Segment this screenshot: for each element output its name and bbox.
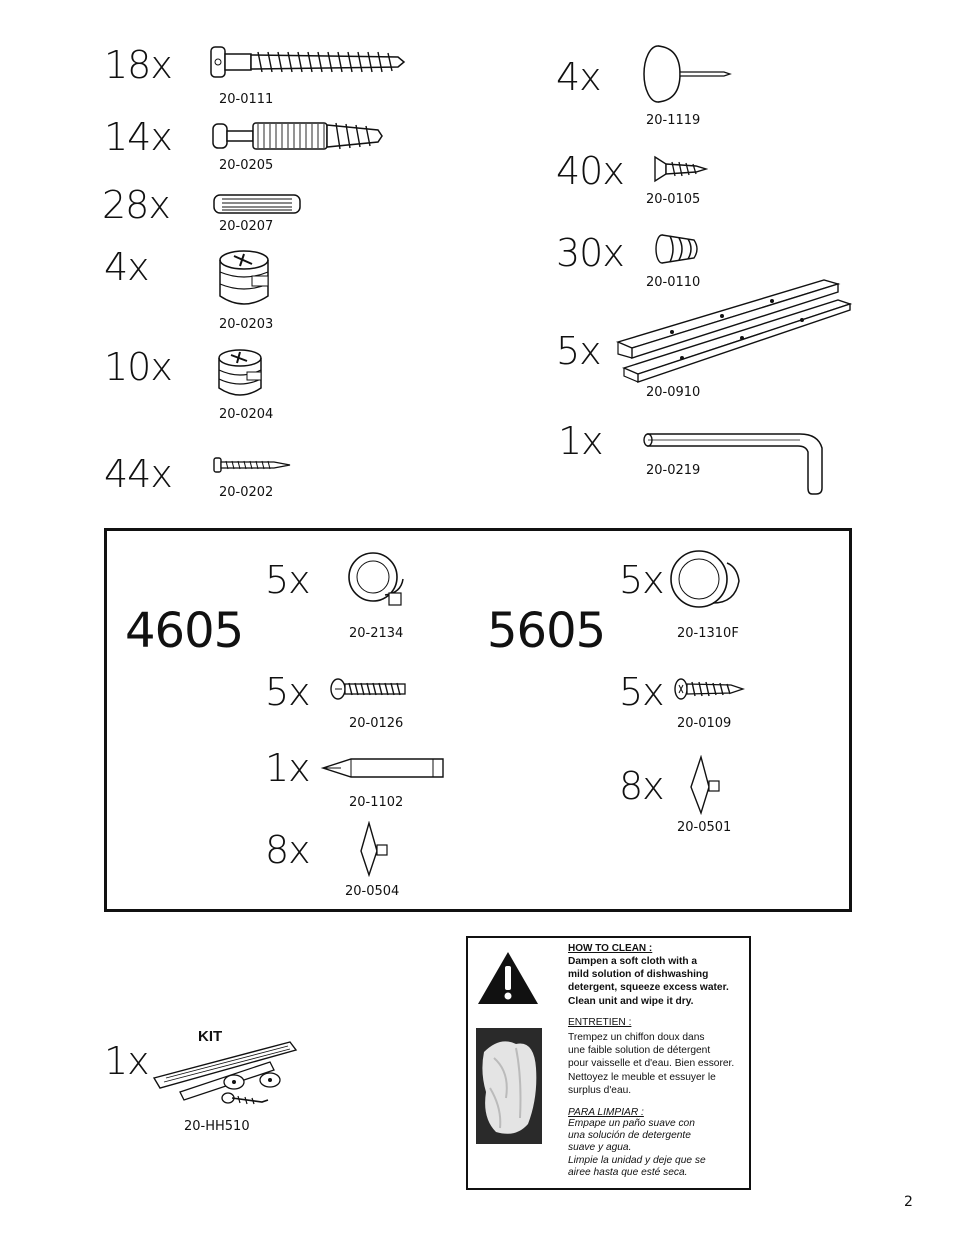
qty-20-0109: 5x — [619, 670, 664, 714]
code-20-0204: 20-0204 — [219, 407, 274, 422]
qty-20-2134: 5x — [265, 558, 310, 602]
qty-20-0205: 14x — [104, 115, 172, 159]
wall-anchor-icon — [654, 232, 702, 266]
fr-instructions: Trempez un chiffon doux dans une faible solution de détergent pour vaisselle et d'eau. Bien essorer. Nettoyez le meuble et essuyer le surplus d'eau. — [568, 1032, 735, 1096]
furniture-glide-icon — [642, 44, 734, 106]
qty-20-0910: 5x — [556, 329, 601, 373]
qty-20-0203: 4x — [104, 245, 149, 289]
code-20-1310F: 20-1310F — [677, 626, 739, 641]
code-20-0202: 20-0202 — [219, 485, 274, 500]
cloth-icon — [476, 1028, 542, 1144]
touch-up-marker-icon — [319, 755, 449, 781]
code-20-0205: 20-0205 — [219, 158, 274, 173]
code-20-0126: 20-0126 — [349, 716, 404, 731]
qty-20-0110: 30x — [556, 231, 624, 275]
qty-20-0207: 28x — [102, 183, 170, 227]
warning-icon — [476, 950, 540, 1006]
code-20-2134: 20-2134 — [349, 626, 404, 641]
mushroom-knob-icon — [669, 549, 745, 613]
connector-bolt-icon — [210, 118, 386, 154]
model-4605: 4605 — [125, 603, 244, 659]
page-number: 2 — [904, 1194, 913, 1210]
model-variants-box — [104, 528, 852, 912]
qty-20-1310F: 5x — [619, 558, 664, 602]
code-20-0207: 20-0207 — [219, 219, 274, 234]
fr-heading: ENTRETIEN : — [568, 1017, 632, 1028]
model-5605: 5605 — [487, 603, 606, 659]
qty-20-0219: 1x — [558, 419, 603, 463]
code-20-0203: 20-0203 — [219, 317, 274, 332]
code-20-0105: 20-0105 — [646, 192, 701, 207]
es-instructions: Empape un paño suave con una solución de detergente suave y agua. Limpie la unidad y deje que se airee hasta que esté seca. — [568, 1118, 706, 1178]
code-20-HH510: 20-HH510 — [184, 1119, 250, 1134]
qty-20-0204: 10x — [104, 345, 172, 389]
code-20-0501: 20-0501 — [677, 820, 732, 835]
es-heading: PARA LIMPIAR : — [568, 1107, 644, 1118]
code-20-0110: 20-0110 — [646, 275, 701, 290]
qty-20-0504: 8x — [265, 828, 310, 872]
cam-lock-small-icon — [214, 348, 270, 398]
code-20-1102: 20-1102 — [349, 795, 404, 810]
wood-dowel-icon — [212, 192, 304, 216]
cleaning-instructions-box — [466, 936, 751, 1190]
en-heading: HOW TO CLEAN : — [568, 943, 653, 954]
kit-label: KIT — [198, 1028, 223, 1045]
drawer-slide-icon — [612, 270, 854, 386]
code-20-1119: 20-1119 — [646, 113, 701, 128]
nail-icon — [212, 456, 294, 474]
wall-anchor-kit-icon — [150, 1036, 300, 1114]
shelf-pin-icon — [687, 755, 721, 815]
code-20-0109: 20-0109 — [677, 716, 732, 731]
qty-kit: 1x — [104, 1039, 149, 1083]
cam-bolt-icon — [208, 44, 408, 80]
machine-screw-icon — [329, 677, 409, 701]
qty-20-0126: 5x — [265, 670, 310, 714]
shelf-support-icon — [357, 821, 391, 877]
code-20-0111: 20-0111 — [219, 92, 274, 107]
flat-head-screw-icon — [652, 154, 708, 184]
qty-20-0111: 18x — [104, 43, 172, 87]
qty-20-0501: 8x — [619, 764, 664, 808]
qty-20-0105: 40x — [556, 149, 624, 193]
code-20-0219: 20-0219 — [646, 463, 701, 478]
code-20-0910: 20-0910 — [646, 385, 701, 400]
qty-20-1102: 1x — [265, 746, 310, 790]
qty-20-0202: 44x — [104, 452, 172, 496]
qty-20-1119: 4x — [556, 55, 601, 99]
pan-head-screw-icon — [673, 677, 745, 701]
cam-lock-icon — [214, 248, 274, 308]
en-instructions: Dampen a soft cloth with a mild solution of dishwashing detergent, squeeze excess water. Clean unit and wipe it dry. — [568, 956, 729, 1007]
code-20-0504: 20-0504 — [345, 884, 400, 899]
round-knob-icon — [345, 549, 409, 611]
